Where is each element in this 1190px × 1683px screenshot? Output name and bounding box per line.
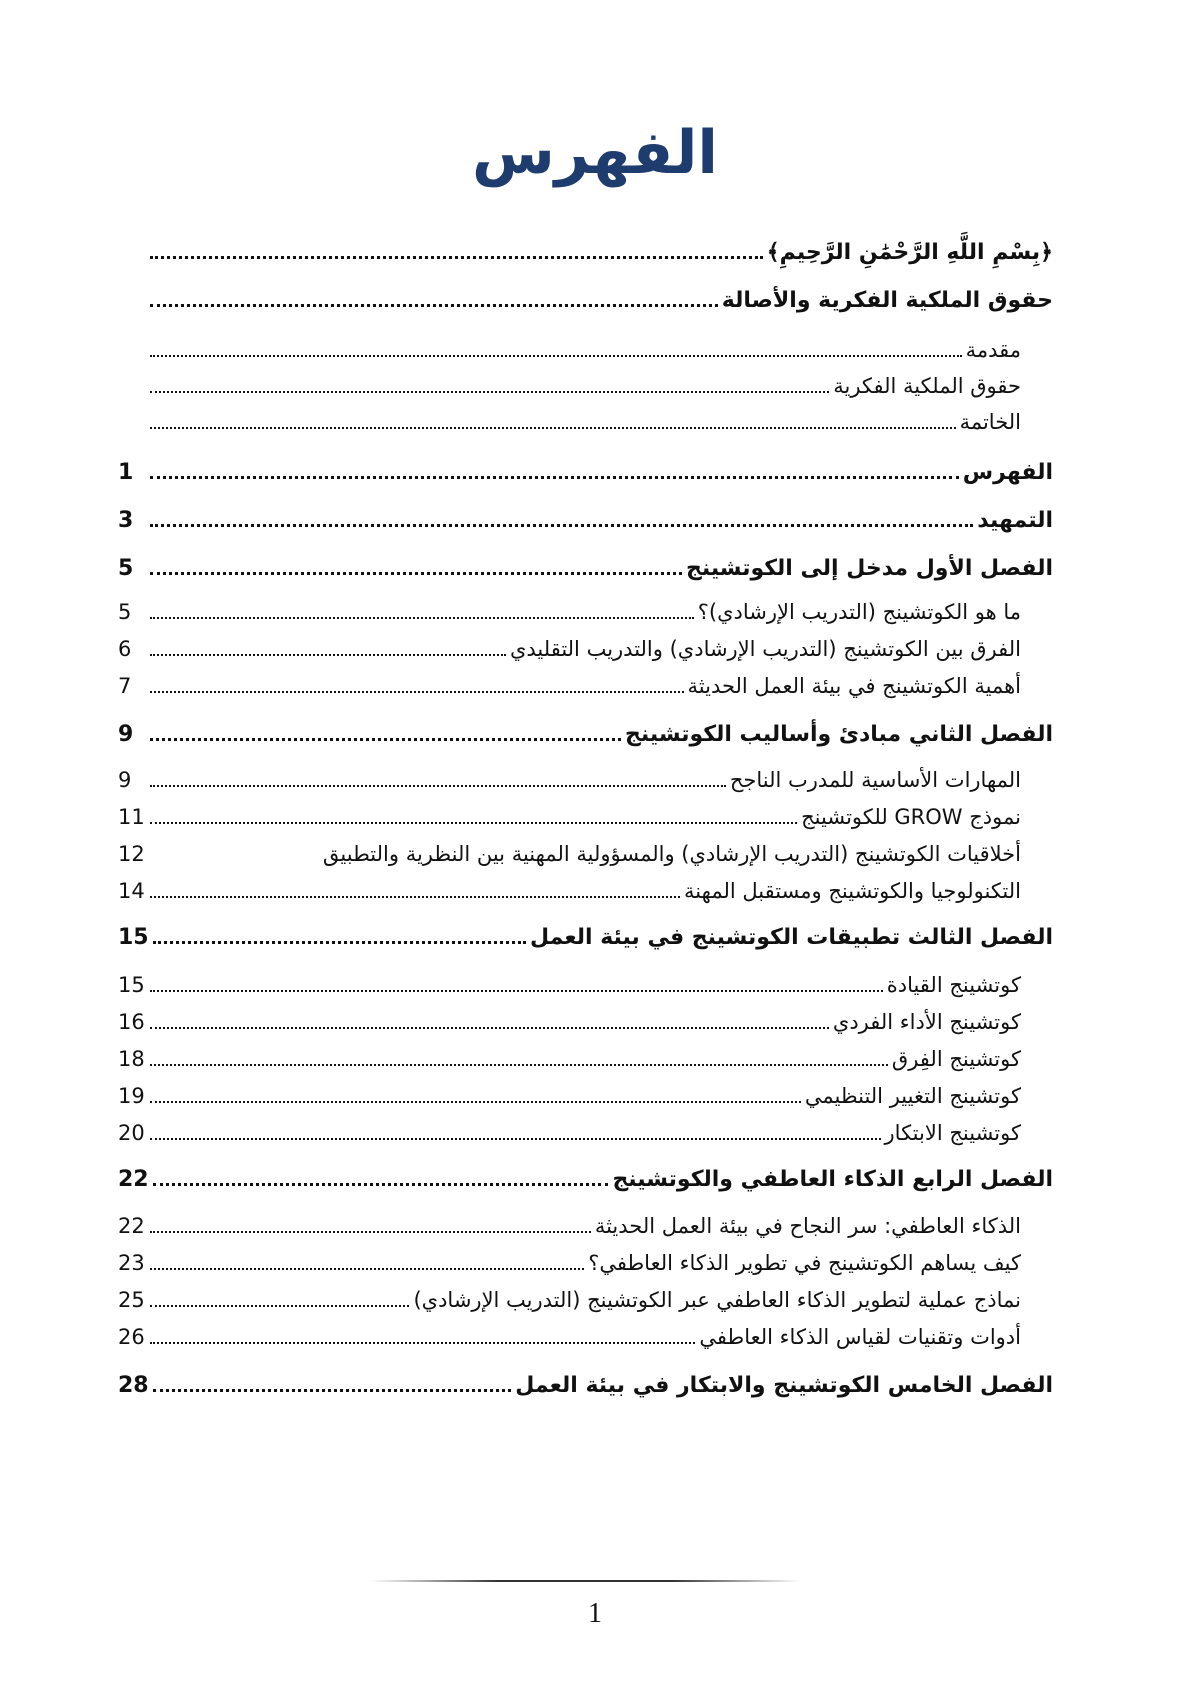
- toc-page-number: 12: [118, 842, 145, 866]
- toc-subentry[interactable]: [118, 1214, 1053, 1238]
- dot-leader: [150, 818, 797, 824]
- toc-entry-label: المهارات الأساسية للمدرب الناجح: [729, 768, 1021, 792]
- toc-page-number: 9: [118, 768, 132, 792]
- toc-subentry[interactable]: [118, 1325, 1053, 1349]
- dot-leader: [153, 937, 526, 944]
- toc-subentry[interactable]: [118, 410, 1053, 434]
- toc-entry-label: كوتشينج الفِرق: [891, 1047, 1021, 1071]
- toc-page-number: 15: [118, 925, 149, 950]
- dot-leader: [150, 568, 682, 575]
- toc-heading-entry[interactable]: [118, 925, 1053, 950]
- page-number: 1: [588, 1598, 602, 1629]
- toc-heading-entry[interactable]: [118, 556, 1053, 581]
- toc-page-number: 11: [118, 805, 145, 829]
- toc-heading-entry[interactable]: [118, 1167, 1053, 1192]
- toc-entry-label: الفرق بين الكوتشينج (التدريب الإرشادي) والتدريب التقليدي: [509, 637, 1021, 661]
- toc-entry-label: حقوق الملكية الفكرية: [833, 374, 1021, 398]
- toc-heading-entry[interactable]: [118, 722, 1053, 747]
- toc-entry-label: نموذج GROW للكوتشينج: [801, 805, 1021, 829]
- footer-divider: [370, 1580, 800, 1582]
- dot-leader: [150, 781, 726, 787]
- toc-page-number: 26: [118, 1325, 145, 1349]
- page-title: الفهرس: [471, 118, 718, 188]
- toc-page-number: 23: [118, 1251, 145, 1275]
- toc-entry-label: الفصل الرابع الذكاء العاطفي والكوتشينج: [612, 1167, 1053, 1192]
- dot-leader: [150, 472, 959, 479]
- toc-subentry[interactable]: [118, 1084, 1053, 1108]
- toc-entry-label: نماذج عملية لتطوير الذكاء العاطفي عبر الكوتشينج (التدريب الإرشادي): [413, 1288, 1021, 1312]
- toc-entry-label: الفصل الخامس الكوتشينج والابتكار في بيئة العمل: [515, 1373, 1053, 1398]
- dot-leader: [150, 1134, 881, 1140]
- toc-entry-label: الفصل الأول مدخل إلى الكوتشينج: [685, 556, 1053, 581]
- toc-page-number: 5: [118, 600, 132, 624]
- toc-subentry[interactable]: [118, 374, 1053, 398]
- toc-entry-label: كوتشينج الأداء الفردي: [832, 1010, 1021, 1034]
- toc-entry-label: أخلاقيات الكوتشينج (التدريب الإرشادي) والمسؤولية المهنية بين النظرية والتطبيق: [322, 842, 1021, 866]
- toc-page-number: 3: [118, 508, 134, 533]
- dot-leader: [150, 423, 956, 429]
- dot-leader: [150, 1338, 695, 1344]
- dot-leader: [153, 1385, 512, 1392]
- toc-page-number: 9: [118, 722, 134, 747]
- toc-entry-label: الفصل الثاني مبادئ وأساليب الكوتشينج: [625, 722, 1053, 747]
- dot-leader: [150, 252, 763, 259]
- toc-page-number: 19: [118, 1084, 145, 1108]
- dot-leader: [150, 520, 973, 527]
- toc-heading-entry[interactable]: [118, 460, 1053, 485]
- toc-entry-label: ﴿بِسْمِ اللَّهِ الرَّحْمَٰنِ الرَّحِيمِ﴾: [766, 240, 1053, 265]
- dot-leader: [150, 351, 962, 357]
- toc-page-number: 25: [118, 1288, 145, 1312]
- toc-subentry[interactable]: [118, 1010, 1053, 1034]
- toc-entry-label: التكنولوجيا والكوتشينج ومستقبل المهنة: [684, 879, 1021, 903]
- toc-subentry[interactable]: [118, 805, 1053, 829]
- dot-leader: [150, 613, 694, 619]
- dot-leader: [150, 1023, 829, 1029]
- dot-leader: [150, 734, 621, 741]
- toc-entry-label: الفهرس: [962, 460, 1053, 485]
- toc-page-number: 16: [118, 1010, 145, 1034]
- toc-entry-label: مقدمة: [965, 338, 1021, 362]
- toc-entry-label: الذكاء العاطفي: سر النجاح في بيئة العمل الحديثة: [594, 1214, 1021, 1238]
- toc-subentry[interactable]: [118, 879, 1053, 903]
- toc-heading-entry[interactable]: [118, 288, 1053, 313]
- dot-leader: [150, 986, 883, 992]
- toc-heading-entry[interactable]: [118, 508, 1053, 533]
- toc-page-number: 28: [118, 1373, 149, 1398]
- toc-page-number: 20: [118, 1121, 145, 1145]
- toc-entry-label: أدوات وتقنيات لقياس الذكاء العاطفي: [699, 1325, 1021, 1349]
- toc-page-number: 22: [118, 1214, 145, 1238]
- dot-leader: [150, 1301, 409, 1307]
- dot-leader: [150, 387, 829, 393]
- toc-entry-label: كوتشينج التغيير التنظيمي: [804, 1084, 1021, 1108]
- toc-page-number: 22: [118, 1167, 149, 1192]
- dot-leader: [150, 1060, 888, 1066]
- toc-entry-label: أهمية الكوتشينج في بيئة العمل الحديثة: [687, 674, 1021, 698]
- dot-leader: [150, 857, 319, 861]
- toc-entry-label: حقوق الملكية الفكرية والأصالة: [721, 288, 1053, 313]
- toc-page-number: 6: [118, 637, 132, 661]
- toc-page-number: 5: [118, 556, 134, 581]
- toc-entry-label: كيف يساهم الكوتشينج في تطوير الذكاء العاطفي؟: [588, 1251, 1021, 1275]
- toc-subentry[interactable]: [118, 973, 1053, 997]
- toc-heading-entry[interactable]: [118, 1373, 1053, 1398]
- toc-subentry[interactable]: [118, 1288, 1053, 1312]
- toc-entry-label: كوتشينج الابتكار: [884, 1121, 1021, 1145]
- toc-subentry[interactable]: [118, 637, 1053, 661]
- toc-subentry[interactable]: [118, 338, 1053, 362]
- toc-entry-label: الفصل الثالث تطبيقات الكوتشينج في بيئة العمل: [529, 925, 1053, 950]
- dot-leader: [150, 1097, 801, 1103]
- toc-entry-label: الخاتمة: [959, 410, 1021, 434]
- toc-subentry[interactable]: [118, 1251, 1053, 1275]
- dot-leader: [153, 1179, 609, 1186]
- toc-subentry[interactable]: [118, 1047, 1053, 1071]
- dot-leader: [150, 1264, 584, 1270]
- toc-subentry[interactable]: [118, 768, 1053, 792]
- toc-subentry[interactable]: [118, 842, 1053, 866]
- toc-subentry[interactable]: [118, 1121, 1053, 1145]
- toc-subentry[interactable]: [118, 674, 1053, 698]
- toc-subentry[interactable]: [118, 600, 1053, 624]
- toc-page-number: 7: [118, 674, 132, 698]
- toc-page-number: 14: [118, 879, 145, 903]
- toc-entry-label: ما هو الكوتشينج (التدريب الإرشادي)؟: [697, 600, 1021, 624]
- toc-page-number: 15: [118, 973, 145, 997]
- dot-leader: [150, 650, 506, 656]
- dot-leader: [150, 300, 718, 307]
- toc-entry-label: كوتشينج القيادة: [886, 973, 1021, 997]
- toc-page-number: 18: [118, 1047, 145, 1071]
- toc-entry-label: التمهيد: [977, 508, 1053, 533]
- dot-leader: [150, 1227, 591, 1233]
- toc-heading-entry[interactable]: [118, 240, 1053, 265]
- toc-page-number: 1: [118, 460, 134, 485]
- dot-leader: [150, 892, 680, 898]
- dot-leader: [150, 687, 684, 693]
